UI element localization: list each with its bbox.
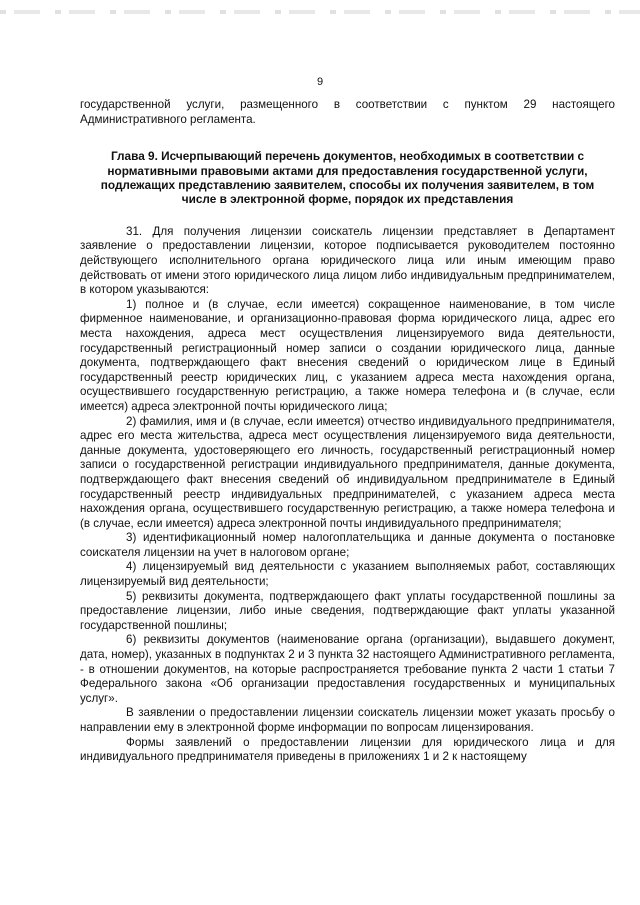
list-item-2: 2) фамилия, имя и (в случае, если имеется) отчество индивидуального предпринимателя, адрес его места жительства, адреса мест осуществления лицензируемого вида деятельности, данные документа, удостоверяющего его личность, государственный регистрационный номер записи о государственной регистрации индивидуального предпринимателя, данные документа, подтверждающего факт внесения сведений об индивидуальном предпринимателе в Единый государственный реестр индивидуальных предпринимателей, с указанием адреса места нахождения органа, осуществившего государственную регистрацию, а также номера телефона и (в случае, если имеется) адреса электронной почты индивидуального предпринимателя; bbox=[80, 414, 615, 530]
page-number: 9 bbox=[316, 76, 324, 88]
forms-paragraph: Формы заявлений о предоставлении лицензии для юридического лица и для индивидуального предпринимателя приведены в приложениях 1 и 2 к настоящему bbox=[80, 735, 615, 764]
list-item-1: 1) полное и (в случае, если имеется) сокращенное наименование, в том числе фирменное наименование, и организационно-правовая форма юридического лица, адрес его места нахождения, адреса мест осуществления лицензируемого вида деятельности, государственный регистрационный номер записи о создании юридического лица, данные документа, подтверждающего факт внесения сведений о юридическом лице в Единый государственный реестр юридических лиц, с указанием адреса места нахождения органа, осуществившего государственную регистрацию, а также номера телефона и (в случае, если имеется) адреса электронной почты юридического лица; bbox=[80, 297, 615, 413]
continuation-paragraph: государственной услуги, размещенного в соответствии с пунктом 29 настоящего Административного регламента. bbox=[80, 98, 615, 126]
chapter-heading: Глава 9. Исчерпывающий перечень документов, необходимых в соответствии с нормативными правовыми актами для предоставления государственной услуги, подлежащих представлению заявителем, способы их получения заявителем, в том числе в электронной форме, порядок их представления bbox=[100, 149, 595, 207]
scan-artifact-line bbox=[0, 10, 640, 14]
list-item-5: 5) реквизиты документа, подтверждающего факт уплаты государственной пошлины за предоставление лицензии, либо иные сведения, подтверждающие факт уплаты указанной государственной пошлины; bbox=[80, 589, 615, 632]
list-item-4: 4) лицензируемый вид деятельности с указанием выполняемых работ, составляющих лицензируемый вид деятельности; bbox=[80, 560, 615, 589]
electronic-request-paragraph: В заявлении о предоставлении лицензии соискатель лицензии может указать просьбу о направлении ему в электронной форме информации по вопросам лицензирования. bbox=[80, 706, 615, 734]
paragraph-31: 31. Для получения лицензии соискатель лицензии представляет в Департамент заявление о предоставлении лицензии, которое подписывается руководителем постоянно действующего исполнительного органа юридического лица или иным имеющим право действовать от имени этого юридического лица лицом либо индивидуальным предпринимателем, в котором указываются: bbox=[80, 224, 615, 297]
document-body bbox=[80, 98, 615, 765]
list-item-6: 6) реквизиты документов (наименование органа (организации), выдавшего документ, дата, номер), указанных в подпунктах 2 и 3 пункта 32 настоящего Административного регламента, - в отношении документов, на которые распространяется требование пункта 2 части 1 статьи 7 Федерального закона «Об организации предоставления государственных и муниципальных услуг». bbox=[80, 633, 615, 705]
list-item-3: 3) идентификационный номер налогоплательщика и данные документа о постановке соискателя лицензии на учет в налоговом органе; bbox=[80, 531, 615, 559]
